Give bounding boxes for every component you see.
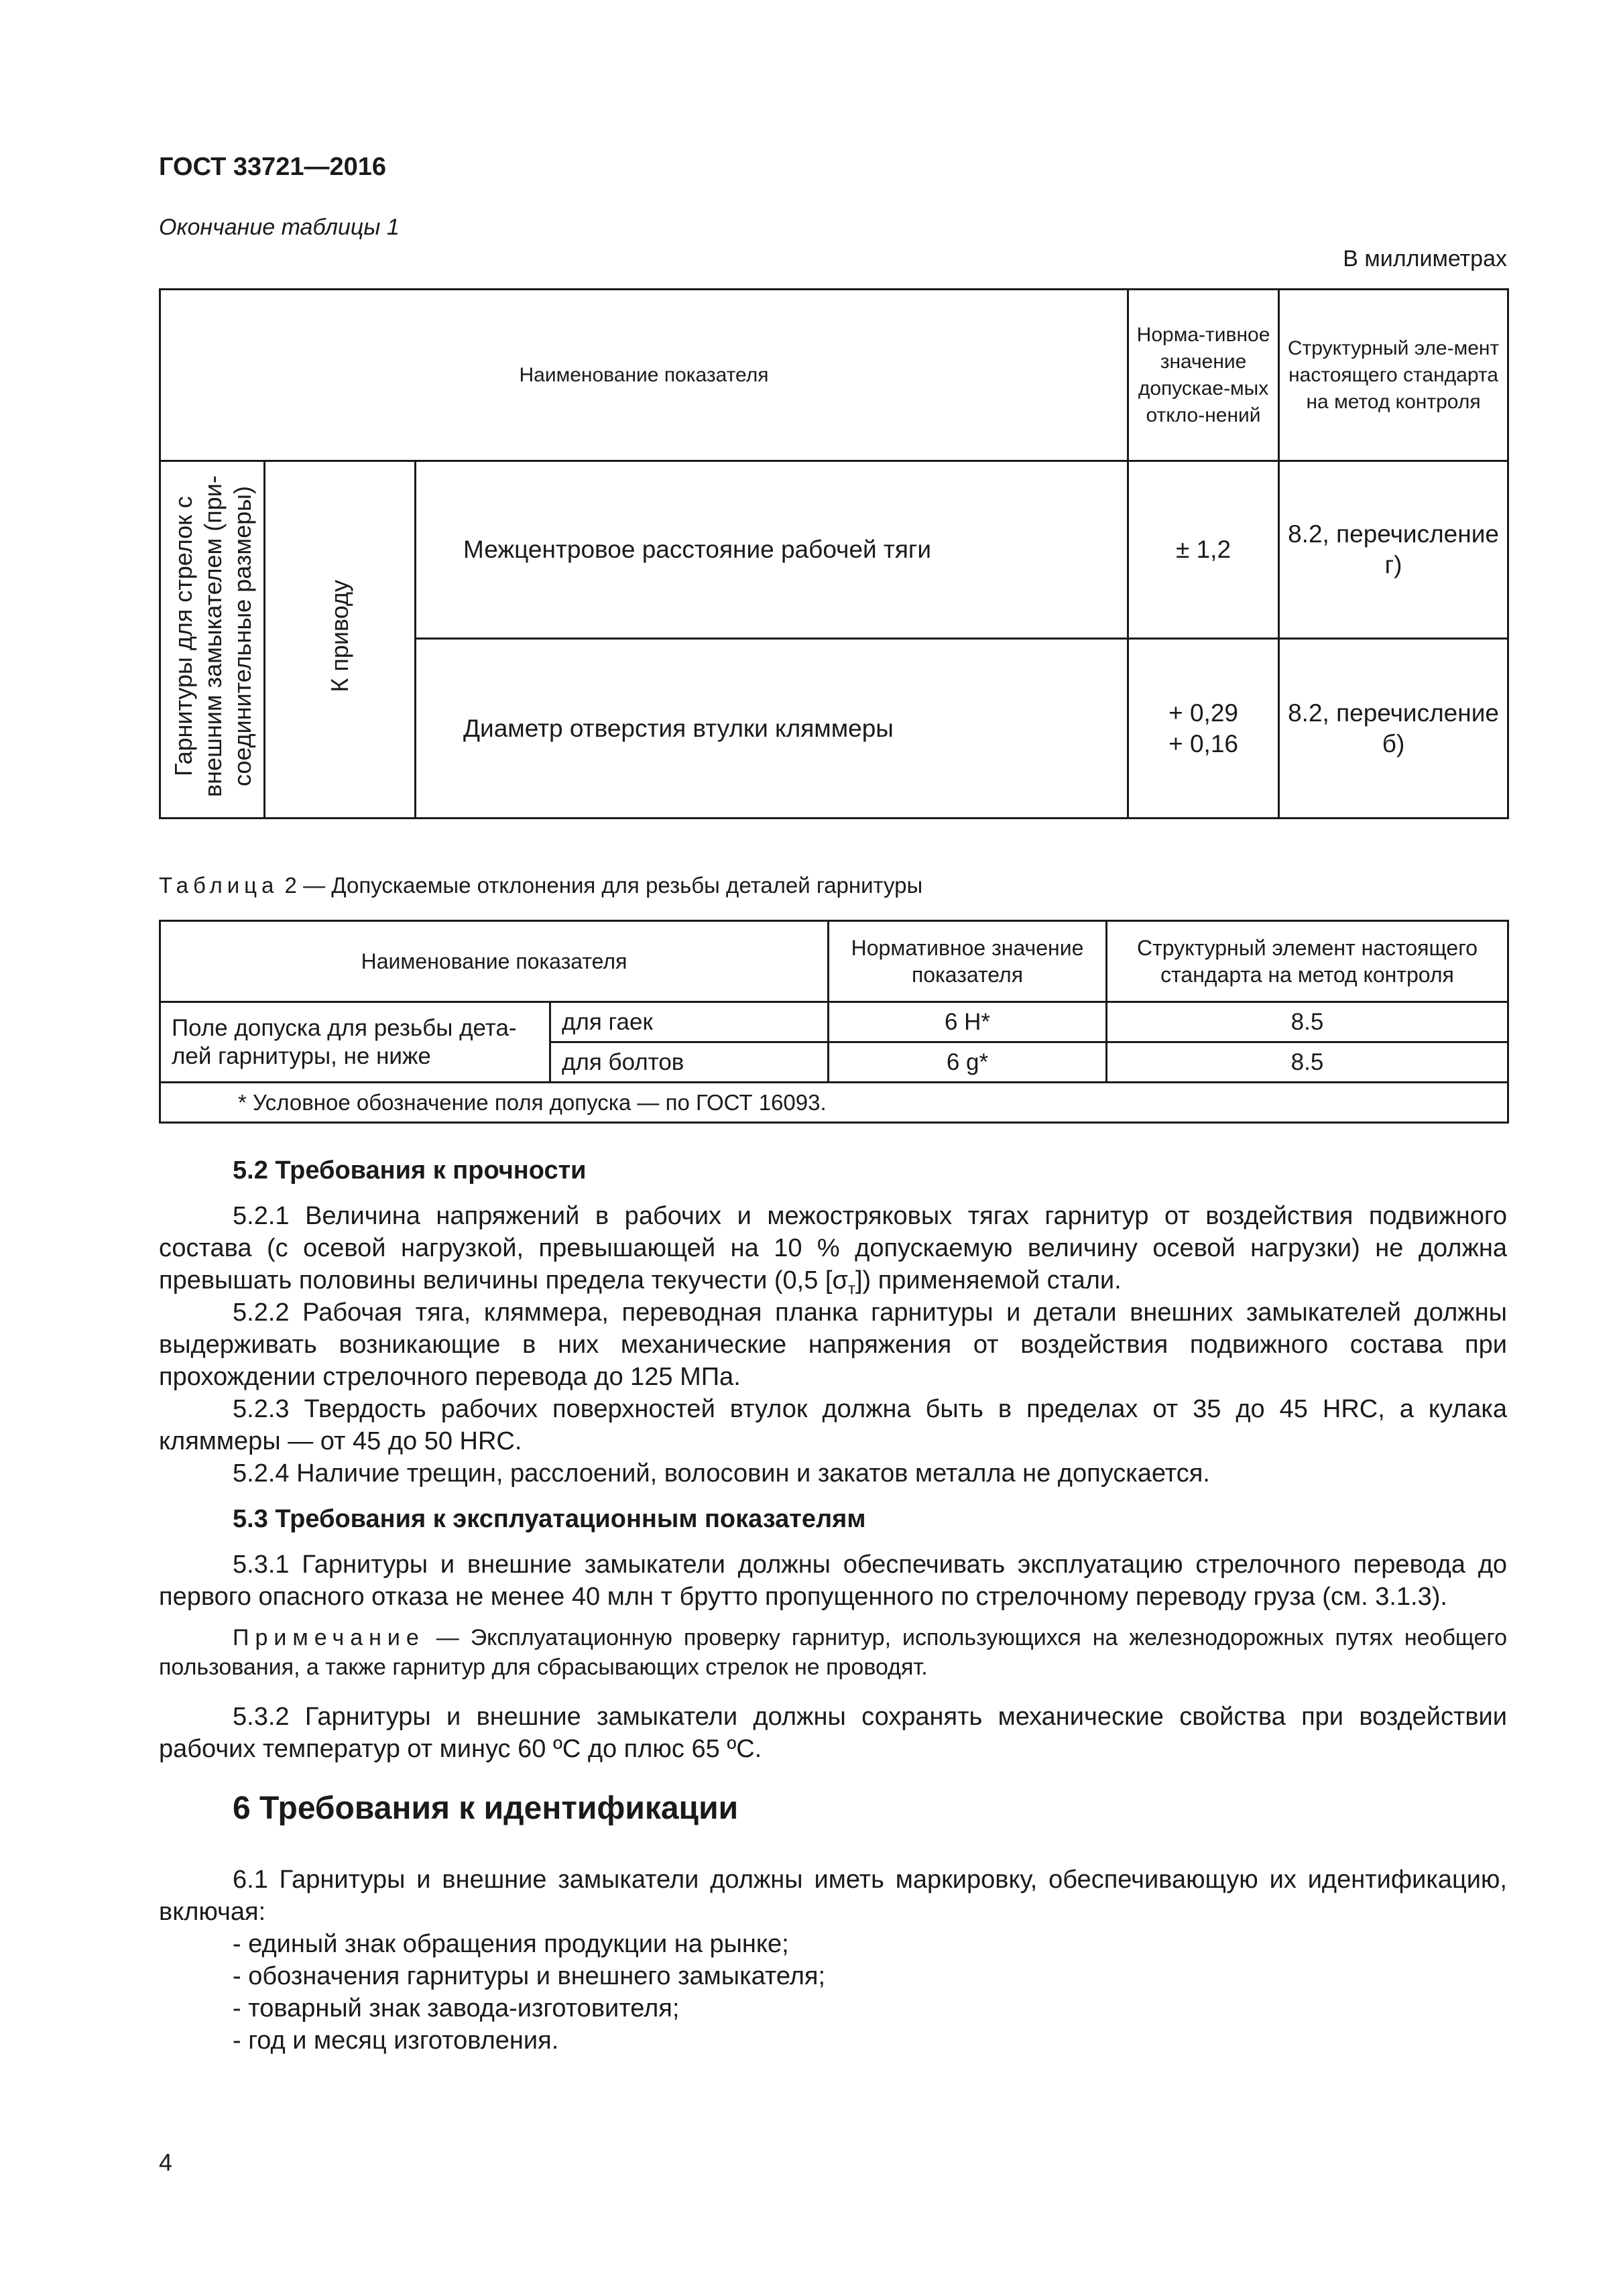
document-code: ГОСТ 33721—2016 [159,153,387,181]
t1-row-1-struct: 8.2, перечисление г) [1279,461,1508,639]
note-label: Примечание [233,1625,425,1650]
table-1 [159,288,1509,819]
t1-row-1-name: Межцентровое расстояние рабочей тяги [416,461,1128,639]
t2-header-name: Наименование показателя [160,921,829,1002]
para-5-2-1-text-a: 5.2.1 Величина напряжений в рабочих и межостряковых тягах гарнитур от воздействия подвижного состава (с осевой нагрузкой, превышающей на 10 % допускаемую величину осевой нагрузки) не должна превышать половины величины предела текучести (0,5 [σ [159,1202,1507,1294]
para-5-3-1: 5.3.1 Гарнитуры и внешние замыкатели должны обеспечивать эксплуатацию стрелочного перевода до первого опасного отказа не менее 40 млн т брутто пропущенного по стрелочному переводу груза (см. 3.1.3). [159,1551,1507,1611]
t1-group-label: Гарнитуры для стрелок с внешним замыкателем (при-соединительные размеры) [169,475,256,797]
identification-list [233,1928,825,2057]
t1-row-1-norm: ± 1,2 [1128,461,1279,639]
section-5-2-title: 5.2 Требования к прочности [233,1156,587,1185]
note [159,1623,1507,1682]
t2-header-norm: Нормативное значение показателя [829,921,1107,1002]
t2-row-2-struct: 8.5 [1107,1042,1508,1083]
t2-row-1-part: для гаек [550,1002,829,1042]
section-6-title: 6 Требования к идентификации [233,1791,739,1826]
page-number: 4 [159,2149,173,2176]
t1-group-cell [160,461,265,819]
t1-header-name: Наименование показателя [160,290,1128,461]
list-item: - единый знак обращения продукции на рынке; [233,1930,789,1958]
para-5-2-2: 5.2.2 Рабочая тяга, кляммера, переводная планка гарнитуры и детали внешних замыкателей должны выдерживать возникающие в них механические напряжения от воздействия подвижного состава при прохождении стрелочного перевода до 125 МПа. [159,1298,1507,1391]
para-5-2-1-sub: т [847,1280,855,1298]
table-2-caption-text: 2 — Допускаемые отклонения для резьбы деталей гарнитуры [278,873,923,898]
t2-row-2-norm: 6 g* [829,1042,1107,1083]
t1-row-2-struct: 8.2, перечисление б) [1279,639,1508,819]
table-2-caption-prefix: Таблица [159,873,279,898]
t2-row-label: Поле допуска для резьбы дета-лей гарнитуры, не ниже [160,1002,550,1083]
table-2-caption [159,873,922,898]
para-6-1: 6.1 Гарнитуры и внешние замыкатели должны иметь маркировку, обеспечивающую их идентификацию, включая: [159,1866,1507,1926]
list-item: - обозначения гарнитуры и внешнего замыкателя; [233,1962,826,1990]
table-continuation-label: Окончание таблицы 1 [159,215,400,240]
t2-row-1-struct: 8.5 [1107,1002,1508,1042]
para-5-2-1 [159,1200,1507,1306]
para-5-3-2: 5.3.2 Гарнитуры и внешние замыкатели должны сохранять механические свойства при воздействии рабочих температур от минус 60 ºС до плюс 65 ºС. [159,1703,1507,1763]
para-5-2-1-text-b: ]) применяемой стали. [855,1266,1122,1294]
t1-subgroup-label: К приводу [326,579,353,692]
t1-header-norm: Норма-тивное значение допускае-мых откло-нений [1128,290,1279,461]
t2-row-2-part: для болтов [550,1042,829,1083]
t2-footnote: * Условное обозначение поля допуска — по ГОСТ 16093. [160,1083,1508,1123]
t1-row-2-norm: + 0,29 + 0,16 [1128,639,1279,819]
list-item: - год и месяц изготовления. [233,2027,559,2055]
units-label: В миллиметрах [1343,246,1507,271]
t1-row-2-name: Диаметр отверстия втулки кляммеры [416,639,1128,819]
para-5-2-4: 5.2.4 Наличие трещин, расслоений, волосовин и закатов металла не допускается. [233,1459,1210,1488]
list-item: - товарный знак завода-изготовителя; [233,1994,680,2022]
t2-header-struct: Структурный элемент настоящего стандарта на метод контроля [1107,921,1508,1002]
t2-row-1-norm: 6 H* [829,1002,1107,1042]
table-2 [159,920,1509,1124]
t1-subgroup-cell [265,461,416,819]
note-text: — Эксплуатационную проверку гарнитур, использующихся на железнодорожных путях необщего пользования, а также гарнитур для сбрасывающих стрелок не проводят. [159,1625,1507,1680]
section-5-3-title: 5.3 Требования к эксплуатационным показателям [233,1505,866,1533]
para-5-2-3: 5.2.3 Твердость рабочих поверхностей втулок должна быть в пределах от 35 до 45 HRC, а кулака кляммеры — от 45 до 50 HRC. [159,1395,1507,1455]
t1-header-struct: Структурный эле-мент настоящего стандарта на метод контроля [1279,290,1508,461]
